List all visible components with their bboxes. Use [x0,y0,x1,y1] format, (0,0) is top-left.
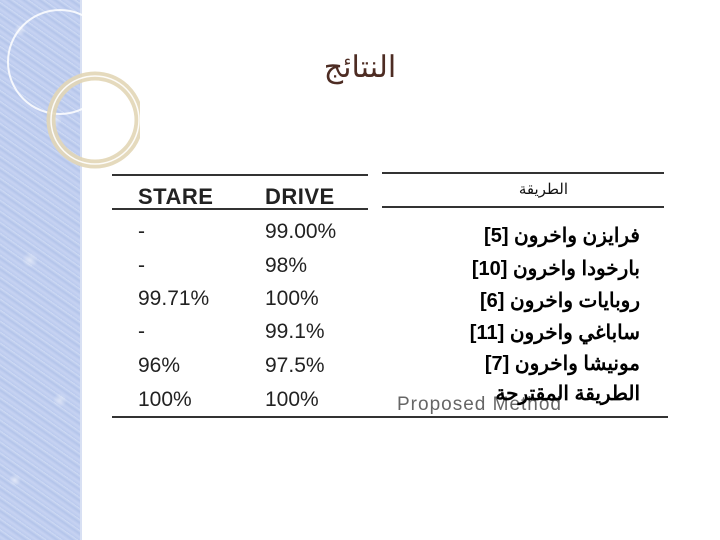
top-rule-right [382,172,664,174]
cell-drive: 97.5% [265,354,325,377]
header-rule-right [382,206,664,208]
cell-method: مونيشا واخرون [7] [484,353,640,375]
column-header-drive: DRIVE [265,184,335,209]
top-rule-left [112,174,368,176]
cell-stare: 99.71% [138,287,210,310]
cell-stare: - [138,320,145,343]
cell-method: ساباغي واخرون [11] [469,322,640,344]
cell-drive: 98% [265,254,308,277]
column-header-stare: STARE [138,184,214,209]
slide-title: النتائج [323,50,397,85]
cell-method: الطريقة المقترحة [495,383,640,405]
cell-stare: 100% [138,388,192,411]
cell-drive: 99.1% [265,320,325,343]
ring-gold-highlight [51,76,139,164]
cell-stare: 96% [138,354,181,377]
column-header-method: الطريقة [518,181,568,198]
cell-drive: 100% [265,388,319,411]
results-table [112,170,668,420]
cell-method: فرايزن واخرون [5] [484,225,640,247]
cell-stare: - [138,220,145,243]
cell-drive: 99.00% [265,220,337,243]
ghost-text: Proposed Method [397,394,562,415]
cell-drive: 100% [265,287,319,310]
cell-method: روبايات واخرون [6] [480,290,640,312]
cell-stare: - [138,254,145,277]
cell-method: بارخودا واخرون [10] [471,258,640,280]
circle-ornament [0,0,140,180]
bottom-rule [112,416,668,418]
